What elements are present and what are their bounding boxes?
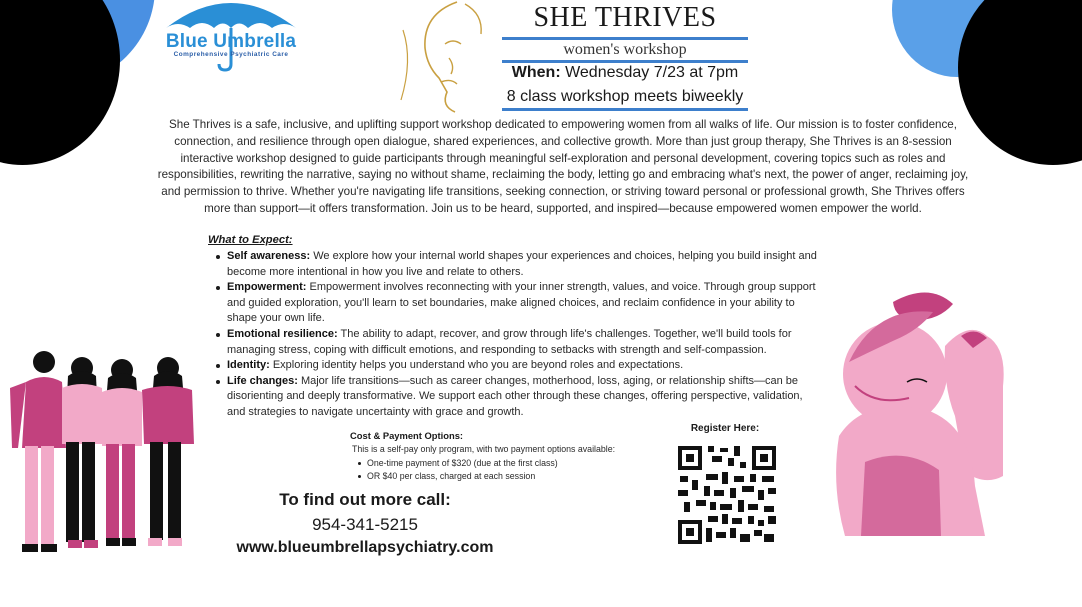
- title-divider-3: [502, 108, 748, 111]
- item-label: Empowerment:: [227, 281, 307, 294]
- logo-name: Blue Umbrella: [165, 31, 297, 52]
- cost-heading: Cost & Payment Options:: [350, 430, 464, 441]
- title-divider-2: [502, 60, 748, 63]
- title-divider-1: [502, 37, 748, 40]
- item-label: Identity:: [227, 359, 270, 372]
- face-line-art: [395, 0, 495, 118]
- contact-heading: To find out more call:: [279, 490, 451, 509]
- item-label: Life changes:: [227, 374, 298, 387]
- list-item: [227, 280, 823, 327]
- website-link[interactable]: www.blueumbrellapsychiatry.com: [236, 539, 494, 556]
- item-text: The ability to adapt, recover, and grow through life's challenges. Together, we'll build tools for managing stress, coping with difficult emotions, and responding to setbacks with strength and self-compassion.: [227, 327, 792, 356]
- list-item: [227, 249, 823, 280]
- decor-circle-black-right: [958, 0, 1082, 165]
- workshop-title: SHE THRIVES: [533, 2, 717, 33]
- logo-tagline: Comprehensive Psychiatric Care: [173, 51, 289, 58]
- when-line: [500, 64, 750, 82]
- list-item: [227, 374, 823, 421]
- phone-number[interactable]: 954-341-5215: [312, 515, 418, 534]
- qr-code-icon[interactable]: [676, 444, 778, 546]
- intro-paragraph: She Thrives is a safe, inclusive, and uplifting support workshop dedicated to empowering women from all walks of life. Our mission is to foster confidence, connection, and resilience through open dialogue, shared experiences, and collective growth. More than just group therapy, She Thrives is an 8-session interactive workshop designed to guide participants through meaningful self-exploration and personal development, covering topics such as roles and responsibilities, rewriting the narrative, saying no without shame, reclaiming the body, letting go and embracing what's next, the power of anger, reclaiming joy, and permission to thrive. Whether you're navigating life transitions, seeking connection, or striving toward personal or professional growth, She Thrives offers more than support—it offers transformation. Join us to be heard, supported, and inspired—because empowered women empower the world.: [157, 118, 969, 215]
- item-label: Self awareness:: [227, 250, 311, 262]
- item-label: Emotional resilience:: [227, 327, 338, 340]
- workshop-subtitle: women's workshop: [563, 41, 687, 58]
- what-to-expect-heading: What to Expect:: [208, 234, 293, 246]
- item-text: We explore how your internal world shapes your experiences and choices, helping you build insight and become more intentional in how you live and relate to others.: [227, 250, 817, 278]
- cost-description: This is a self-pay only program, with two payment options available:: [352, 444, 616, 454]
- payment-option: One-time payment of $320 (due at the first class): [367, 458, 558, 468]
- payment-options-list: [367, 457, 558, 483]
- schedule-line: 8 class workshop meets biweekly: [506, 88, 744, 105]
- register-heading: Register Here:: [690, 423, 760, 434]
- what-to-expect-list: [227, 249, 823, 421]
- item-text: Empowerment involves reconnecting with your inner strength, values, and voice. Through group support and guided exploration, you'll learn to set boundaries, make aligned choices, and reclaim confidence in your ability to shape your own life.: [227, 281, 816, 325]
- when-label: When:: [511, 64, 561, 81]
- item-text: Major life transitions—such as career changes, motherhood, loss, aging, or relationship shifts—can be disorienting and deeply transformative. We support each other through these changes, offering perspective, validation, and strategies to navigate uncertainty with grace and growth.: [227, 374, 803, 418]
- blue-umbrella-logo: [152, 0, 310, 72]
- item-text: Exploring identity helps you understand who you are beyond roles and expectations.: [269, 359, 684, 372]
- when-value: Wednesday 7/23 at 7pm: [560, 64, 739, 81]
- decor-circle-black-left: [0, 0, 120, 165]
- women-group-illustration: [8, 348, 203, 563]
- list-item: [227, 327, 823, 358]
- list-item: [227, 358, 823, 374]
- payment-option: OR $40 per class, charged at each session: [367, 470, 558, 483]
- flexing-woman-illustration: [835, 286, 1030, 546]
